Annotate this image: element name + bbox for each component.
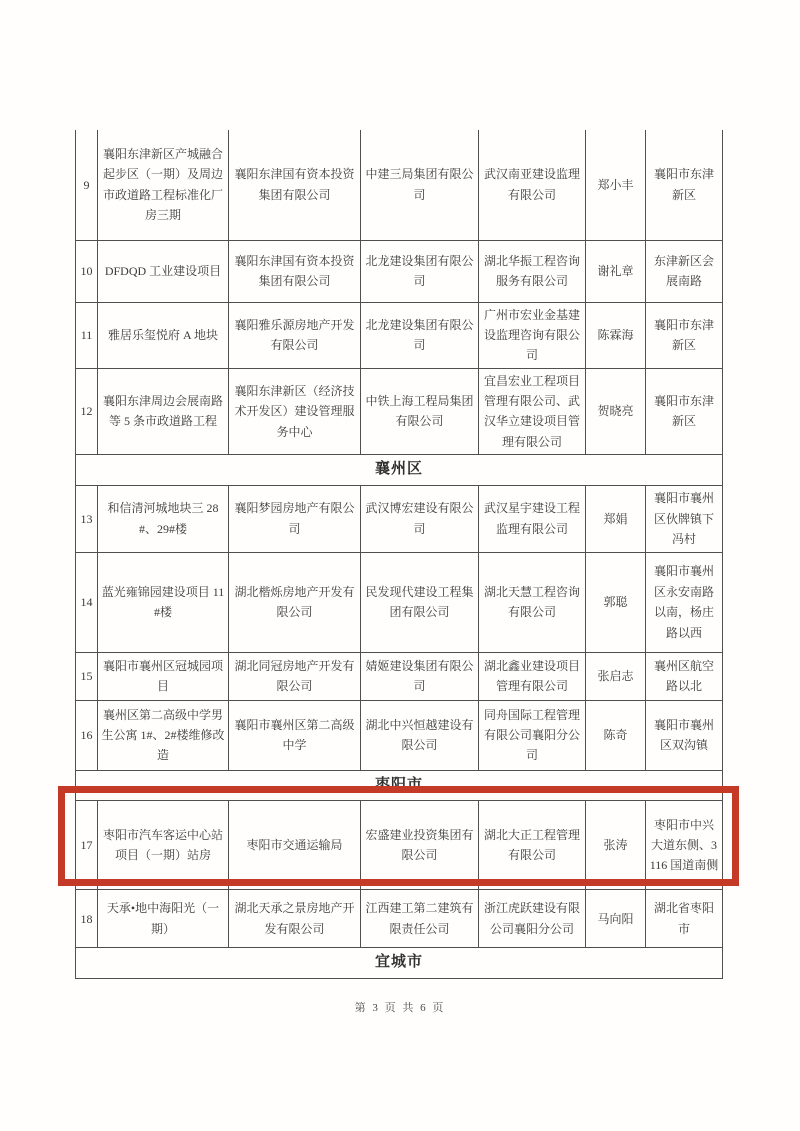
cell-location: 襄阳市襄州区双沟镇 [646, 700, 723, 770]
cell-project: 襄阳东津周边会展南路等 5 条市政道路工程 [98, 368, 229, 455]
cell-supervisor: 广州市宏业金基建设监理咨询有限公司 [479, 302, 586, 368]
table-row-13 [76, 485, 723, 552]
cell-owner: 襄阳东津国有资本投资集团有限公司 [229, 240, 361, 302]
cell-location: 襄阳市襄州区伙牌镇下冯村 [646, 485, 723, 552]
cell-contractor: 民发现代建设工程集团有限公司 [361, 552, 479, 652]
cell-location: 湖北省枣阳市 [646, 890, 723, 948]
table-row-18 [76, 890, 723, 948]
cell-person: 郑娟 [586, 485, 646, 552]
cell-location: 襄阳市襄州区永安南路以南，杨庄路以西 [646, 552, 723, 652]
cell-contractor: 北龙建设集团有限公司 [361, 240, 479, 302]
cell-owner: 枣阳市交通运输局 [229, 801, 361, 890]
cell-supervisor: 武汉星宇建设工程监理有限公司 [479, 485, 586, 552]
cell-supervisor: 同舟国际工程管理有限公司襄阳分公司 [479, 700, 586, 770]
section-header-label: 襄州区 [76, 455, 723, 486]
table-row-10 [76, 240, 723, 302]
section-header-label: 枣阳市 [76, 770, 723, 801]
cell-person: 郑小丰 [586, 130, 646, 240]
cell-supervisor: 浙江虎跃建设有限公司襄阳分公司 [479, 890, 586, 948]
section-header-zaoyang [76, 770, 723, 801]
cell-person: 贺晓亮 [586, 368, 646, 455]
cell-location: 枣阳市中兴大道东侧、3116 国道南侧 [646, 801, 723, 890]
cell-owner: 襄阳市襄州区第二高级中学 [229, 700, 361, 770]
cell-project: 天承•地中海阳光（一期） [98, 890, 229, 948]
cell-owner: 襄阳雅乐源房地产开发有限公司 [229, 302, 361, 368]
table-row-15 [76, 652, 723, 700]
cell-supervisor: 湖北鑫业建设项目管理有限公司 [479, 652, 586, 700]
cell-supervisor: 武汉南亚建设监理有限公司 [479, 130, 586, 240]
cell-owner: 湖北楷烁房地产开发有限公司 [229, 552, 361, 652]
table-row-9 [76, 130, 723, 240]
cell-project: 襄州区第二高级中学男生公寓 1#、2#楼维修改造 [98, 700, 229, 770]
project-table [75, 130, 723, 979]
cell-project: 蓝光雍锦园建设项目 11#楼 [98, 552, 229, 652]
table-row-11 [76, 302, 723, 368]
cell-project: 和信清河城地块三 28#、29#楼 [98, 485, 229, 552]
table-row-14 [76, 552, 723, 652]
cell-supervisor: 宜昌宏业工程项目管理有限公司、武汉华立建设项目管理有限公司 [479, 368, 586, 455]
section-header-label: 宜城市 [76, 948, 723, 979]
cell-location: 襄州区航空路以北 [646, 652, 723, 700]
cell-supervisor: 湖北华振工程咨询服务有限公司 [479, 240, 586, 302]
cell-contractor: 婧姬建设集团有限公司 [361, 652, 479, 700]
cell-contractor: 武汉博宏建设有限公司 [361, 485, 479, 552]
cell-location: 东津新区会展南路 [646, 240, 723, 302]
cell-seq: 16 [76, 700, 98, 770]
cell-owner: 襄阳梦园房地产有限公司 [229, 485, 361, 552]
cell-seq: 14 [76, 552, 98, 652]
table-row-16 [76, 700, 723, 770]
cell-contractor: 中铁上海工程局集团有限公司 [361, 368, 479, 455]
cell-owner: 湖北同冠房地产开发有限公司 [229, 652, 361, 700]
cell-person: 谢礼章 [586, 240, 646, 302]
table-row-17-highlighted [76, 801, 723, 890]
cell-seq: 12 [76, 368, 98, 455]
section-header-yicheng [76, 948, 723, 979]
cell-contractor: 江西建工第二建筑有限责任公司 [361, 890, 479, 948]
cell-contractor: 湖北中兴恒越建设有限公司 [361, 700, 479, 770]
cell-location: 襄阳市东津新区 [646, 302, 723, 368]
cell-person: 马向阳 [586, 890, 646, 948]
cell-person: 郭聪 [586, 552, 646, 652]
cell-person: 陈奇 [586, 700, 646, 770]
cell-contractor: 宏盛建业投资集团有限公司 [361, 801, 479, 890]
cell-project: 枣阳市汽车客运中心站项目（一期）站房 [98, 801, 229, 890]
cell-seq: 10 [76, 240, 98, 302]
cell-owner: 湖北天承之景房地产开发有限公司 [229, 890, 361, 948]
section-header-xiangzhou [76, 455, 723, 486]
cell-project: 雅居乐玺悦府 A 地块 [98, 302, 229, 368]
cell-seq: 9 [76, 130, 98, 240]
page-footer: 第 3 页 共 6 页 [354, 1002, 446, 1014]
cell-project: DFDQD 工业建设项目 [98, 240, 229, 302]
cell-project: 襄阳市襄州区冠城园项目 [98, 652, 229, 700]
cell-seq: 17 [76, 801, 98, 890]
cell-contractor: 中建三局集团有限公司 [361, 130, 479, 240]
cell-supervisor: 湖北天慧工程咨询有限公司 [479, 552, 586, 652]
cell-person: 陈霖海 [586, 302, 646, 368]
cell-contractor: 北龙建设集团有限公司 [361, 302, 479, 368]
cell-owner: 襄阳东津新区（经济技术开发区）建设管理服务中心 [229, 368, 361, 455]
table-row-12 [76, 368, 723, 455]
cell-location: 襄阳市东津新区 [646, 368, 723, 455]
cell-seq: 18 [76, 890, 98, 948]
cell-seq: 15 [76, 652, 98, 700]
cell-location: 襄阳市东津新区 [646, 130, 723, 240]
cell-seq: 13 [76, 485, 98, 552]
cell-owner: 襄阳东津国有资本投资集团有限公司 [229, 130, 361, 240]
cell-supervisor: 湖北大正工程管理有限公司 [479, 801, 586, 890]
cell-project: 襄阳东津新区产城融合起步区（一期）及周边市政道路工程标准化厂房三期 [98, 130, 229, 240]
cell-person: 张涛 [586, 801, 646, 890]
cell-seq: 11 [76, 302, 98, 368]
cell-person: 张启志 [586, 652, 646, 700]
